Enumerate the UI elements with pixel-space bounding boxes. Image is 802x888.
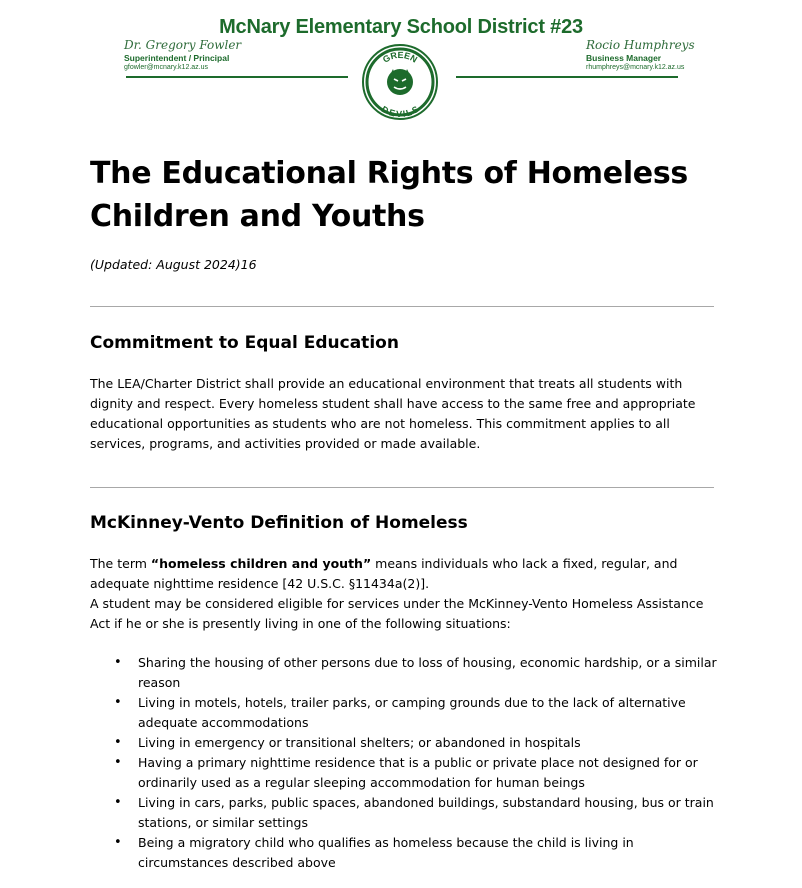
logo-top-text: GREEN [380,49,420,65]
eligibility-text: A student may be considered eligible for services under the McKinney-Vento Homeless Assistance Act if he or she is presently living in one of the following situations: [90,596,704,631]
definition-term: “homeless children and youth” [150,556,372,571]
homeless-situations-list [110,653,718,873]
definition-prefix: The term [90,556,151,571]
list-item: • Having a primary nighttime residence that is a public or private place not designed for or ordinarily used as a regular sleeping accommodation for human beings [110,753,718,793]
business-manager-name: Rocio Humphreys [586,38,695,52]
definition-suffix: means individuals who lack a fixed, regular, and adequate nighttime residence [42 U.S.C. §11434a(2)]. [90,556,678,591]
superintendent-email: gfowler@mcnary.k12.az.us [124,64,209,71]
list-item: • Sharing the housing of other persons due to loss of housing, economic hardship, or a similar reason [110,653,718,693]
updated-date: (Updated: August 2024)16 [90,257,257,272]
business-manager-signature-block [586,38,695,72]
district-title: McNary Elementary School District #23 [219,16,583,38]
page-title: The Educational Rights of Homeless Children and Youths [90,156,688,234]
letterhead-rule-right [456,76,678,78]
business-manager-role: Business Manager [586,53,662,63]
divider [90,306,714,307]
business-manager-email: rhumphreys@mcnary.k12.az.us [586,64,685,71]
green-devils-logo [362,44,438,120]
superintendent-role: Superintendent / Principal [124,53,230,63]
list-item: • Living in cars, parks, public spaces, abandoned buildings, substandard housing, bus or train stations, or similar settings [110,793,718,833]
list-item: • Living in emergency or transitional shelters; or abandoned in hospitals [110,733,718,753]
letterhead-rule-left [126,76,348,78]
devil-mascot-icon [387,69,413,95]
divider [90,487,714,488]
list-item: • Living in motels, hotels, trailer parks, or camping grounds due to the lack of alternative adequate accommodations [110,693,718,733]
homeless-definition-paragraph [90,554,718,634]
superintendent-name: Dr. Gregory Fowler [124,38,242,52]
list-item: • Being a migratory child who qualifies as homeless because the child is living in circumstances described above [110,833,718,873]
section-heading-equal-education: Commitment to Equal Education [90,333,399,353]
letterhead [0,0,802,130]
equal-education-paragraph: The LEA/Charter District shall provide an educational environment that treats all students with dignity and respect. Every homeless student shall have access to the same free and appropriate educational opportunities as students who are not homeless. This commitment applies to all services, programs, and activities provided or made available. [90,376,696,451]
section-heading-mckinney-vento: McKinney-Vento Definition of Homeless [90,513,468,533]
logo-bottom-text: DEVILS [379,104,421,120]
superintendent-signature-block [124,38,241,72]
